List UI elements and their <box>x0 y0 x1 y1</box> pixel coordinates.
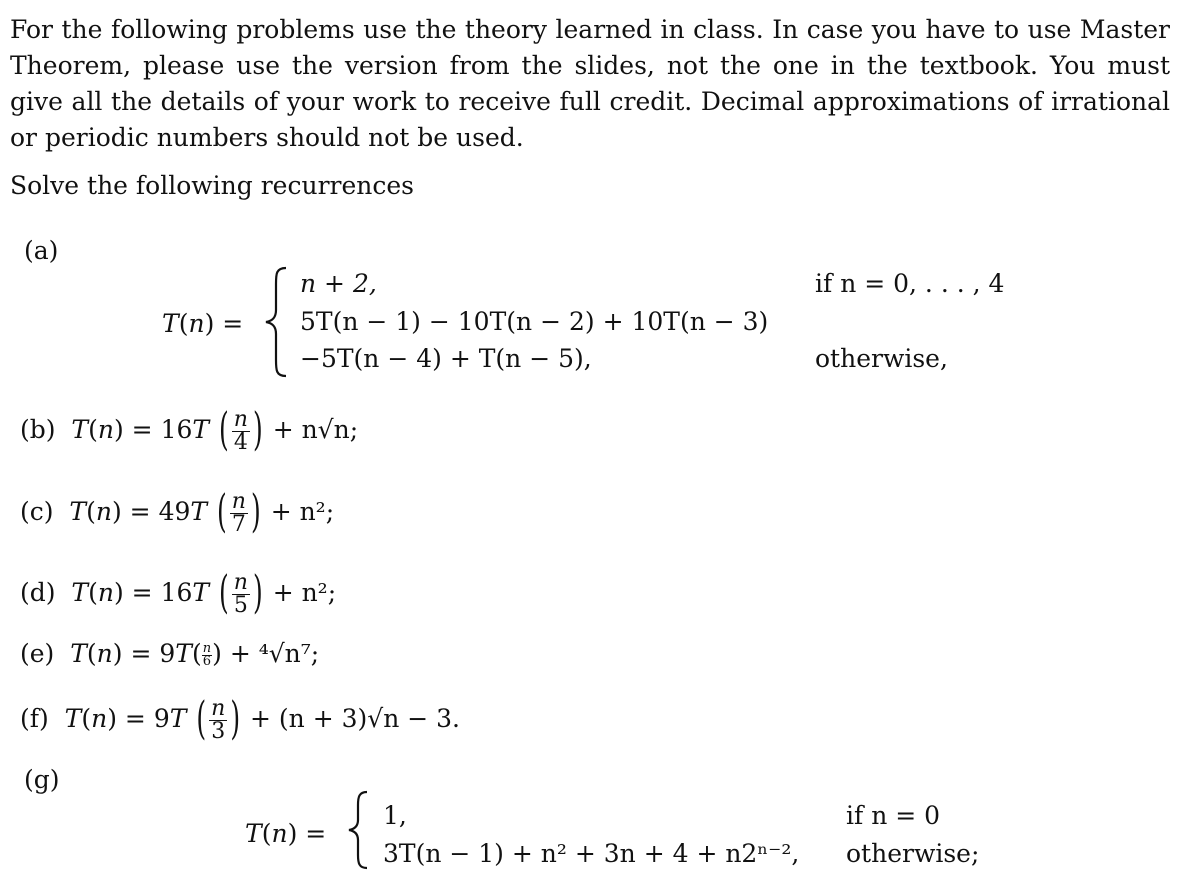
instructions-paragraph: For the following problems use the theory learned in class. In case you have to use Master Theorem, please use the version from the slides, not the one in the textbook. You must give all the details of your work to receive full credit. Decimal approximations of irrational or periodic numbers should not be used. <box>10 15 1170 152</box>
problem-g-cond1: if n = 0 <box>846 801 941 830</box>
problem-e-denominator: 6 <box>202 654 212 669</box>
problem-a-label: (a) <box>24 236 59 265</box>
problem-c-equation: (c) T(n) = 49T ( $\frac{n}{7}$ ) + n²; <box>20 485 335 538</box>
problem-c-coef: 49 <box>158 497 191 526</box>
problem-d-label: (d) <box>20 578 56 607</box>
problem-c-label: (c) <box>20 497 54 526</box>
problem-g-case1: 1, <box>383 801 407 830</box>
problem-a-brace <box>262 266 290 378</box>
problem-b-denominator: 4 <box>233 430 248 455</box>
problem-d-denominator: 5 <box>233 593 248 618</box>
problem-f-coef: 9 <box>153 704 170 733</box>
problem-g-lhs: T(n) = <box>245 819 327 848</box>
problem-a-case2-line2: −5T(n − 4) + T(n − 5), <box>300 344 592 373</box>
problem-f-denominator: 3 <box>211 719 226 744</box>
problem-e-label: (e) <box>20 639 55 668</box>
problem-d-coef: 16 <box>160 578 193 607</box>
problem-a-cond1: if n = 0, . . . , 4 <box>815 269 1005 298</box>
problem-a-case1: n + 2, <box>300 269 377 298</box>
prompt-text: Solve the following recurrences <box>10 171 414 200</box>
problem-e-tail: + ⁴√n⁷; <box>229 639 320 668</box>
problem-c-denominator: 7 <box>231 512 246 537</box>
problem-g-case2: 3T(n − 1) + n² + 3n + 4 + n2ⁿ⁻², <box>383 839 800 868</box>
problem-g-brace <box>345 790 371 870</box>
problem-a-cond2: otherwise, <box>815 344 948 373</box>
problem-b-coef: 16 <box>160 415 193 444</box>
problem-c-tail: + n²; <box>270 497 335 526</box>
problem-a-lhs: T(n) = <box>162 309 244 338</box>
problem-f-label: (f) <box>20 704 49 733</box>
problem-e-equation: (e) T(n) = 9T( $\frac{n}{6}$ ) + ⁴√n⁷; <box>20 639 320 669</box>
problem-f-tail: + (n + 3)√n − 3. <box>250 704 461 733</box>
problem-b-equation: (b) T(n) = 16T ( $\frac{n}{4}$ ) + n√n; <box>20 403 359 456</box>
problem-a-case2-line1: 5T(n − 1) − 10T(n − 2) + 10T(n − 3) <box>300 307 769 336</box>
problem-g-cond2: otherwise; <box>846 839 980 868</box>
problem-b-label: (b) <box>20 415 56 444</box>
problem-d-equation: (d) T(n) = 16T ( $\frac{n}{5}$ ) + n²; <box>20 566 337 619</box>
problem-g-label: (g) <box>24 765 60 794</box>
problem-e-coef: 9 <box>159 639 176 668</box>
problem-d-tail: + n²; <box>272 578 337 607</box>
problem-f-equation: (f) T(n) = 9T ( $\frac{n}{3}$ ) + (n + 3)√n − 3. <box>20 692 461 745</box>
problem-b-tail: + n√n; <box>272 415 359 444</box>
